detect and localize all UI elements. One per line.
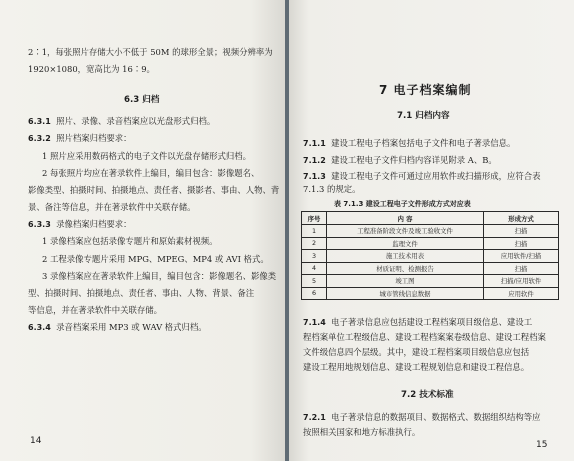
table-cell: 3	[302, 250, 327, 263]
clause-6-3-1: 6.3.1 照片、录像、录音档案应以光盘形式归档。	[28, 116, 216, 126]
text-line: 1 照片应采用数码格式的电子文件以光盘存储形式归档。	[42, 151, 251, 161]
table-cell: 1	[302, 225, 327, 238]
table-cell: 竣工图	[327, 275, 484, 288]
section-heading-6-3: 6.3 归档	[124, 95, 160, 105]
table-cell: 监理文件	[327, 237, 484, 250]
table-cell: 城市管线信息数据	[327, 287, 484, 300]
column-header: 序号	[302, 212, 327, 225]
table-cell: 5	[302, 275, 327, 288]
table-cell: 应用软件/扫描	[484, 250, 559, 263]
table-cell: 4	[302, 262, 327, 275]
table-row	[302, 225, 559, 238]
text-line: 按照相关国家和地方标准执行。	[303, 427, 421, 437]
clause-7-2-1: 7.2.1 电子著录信息的数据项目、数据格式、数据组织结构等应	[303, 412, 541, 422]
page-number: 14	[30, 436, 42, 446]
column-header: 内 容	[327, 212, 484, 225]
formation-method-table	[301, 211, 559, 300]
text-line: 程档案单位工程级信息、建设工程档案案卷级信息、建设工程档案	[303, 332, 546, 342]
clause-7-1-1: 7.1.1 建设工程电子档案包括电子文件和电子著录信息。	[303, 138, 516, 148]
text-line: 影像类型、拍摄时间、拍摄地点、责任者、摄影者、事由、人物、背	[28, 185, 280, 195]
table-row	[302, 287, 559, 300]
text-line: 1 录像档案应包括录像专题片和原始素材视频。	[42, 236, 218, 246]
section-heading-7-2: 7.2 技术标准	[401, 390, 454, 400]
clause-6-3-3: 6.3.3 录像档案归档要求：	[28, 219, 132, 229]
table-cell: 工程准备阶段文件及竣工验收文件	[327, 225, 484, 238]
table-cell: 扫描/应用软件	[484, 275, 559, 288]
right-page	[289, 0, 574, 461]
clause-6-3-2: 6.3.2 照片档案归档要求：	[28, 133, 132, 143]
table-cell: 应用软件	[484, 287, 559, 300]
clause-7-1-3: 7.1.3 建设工程电子文件可通过应用软件或扫描形成，应符合表	[303, 171, 541, 181]
table-row	[302, 250, 559, 263]
text-line: 7.1.3 的规定。	[303, 184, 361, 194]
text-line: 景、备注等信息，并在著录软件中关联存储。	[28, 202, 196, 212]
text-line: 2 每张照片均应在著录软件上编目，编目包含：影像题名、	[42, 168, 260, 178]
table-cell: 6	[302, 287, 327, 300]
text-line: 等信息，并在著录软件中关联存储。	[28, 305, 162, 315]
chapter-heading: 7 电子档案编制	[379, 83, 472, 97]
table-cell: 扫描	[484, 237, 559, 250]
table-row	[302, 275, 559, 288]
text-line: 2∶1，每张照片存储大小不低于 50M 的球形全景；视频分辨率为	[28, 47, 273, 57]
clause-7-1-4: 7.1.4 电子著录信息应包括建设工程档案项目级信息、建设工	[303, 317, 533, 327]
page-number: 15	[536, 440, 548, 450]
clause-6-3-4: 6.3.4 录音档案采用 MP3 或 WAV 格式归档。	[28, 322, 207, 332]
column-header: 形成方式	[484, 212, 559, 225]
table-cell: 材质证明、检测报告	[327, 262, 484, 275]
table-header-row	[302, 212, 559, 225]
table-cell: 2	[302, 237, 327, 250]
text-line: 型、拍摄时间、拍摄地点、责任者、事由、人物、背景、备注	[28, 288, 255, 298]
table-row	[302, 237, 559, 250]
section-heading-7-1: 7.1 归档内容	[397, 111, 450, 121]
table-cell: 扫描	[484, 262, 559, 275]
table-row	[302, 262, 559, 275]
table-cell: 施工技术用表	[327, 250, 484, 263]
clause-7-1-2: 7.1.2 建设工程电子文件归档内容详见附录 A、B。	[303, 155, 497, 165]
table-caption: 表 7.1.3 建设工程电子文件形成方式对应表	[334, 200, 471, 208]
text-line: 1920×1080，宽高比为 16∶9。	[28, 64, 155, 74]
text-line: 2 工程录像专题片采用 MPG、MPEG、MP4 或 AVI 格式。	[42, 254, 269, 264]
text-line: 建设工程用地规划信息、建设工程规划信息和建设工程信息。	[303, 362, 530, 372]
table-cell: 扫描	[484, 225, 559, 238]
left-page	[0, 0, 285, 461]
text-line: 3 录像档案应在著录软件上编目，编目包含：影像题名、影像类	[42, 271, 277, 281]
text-line: 文件级信息四个层级。其中，建设工程档案项目级信息应包括	[303, 347, 530, 357]
